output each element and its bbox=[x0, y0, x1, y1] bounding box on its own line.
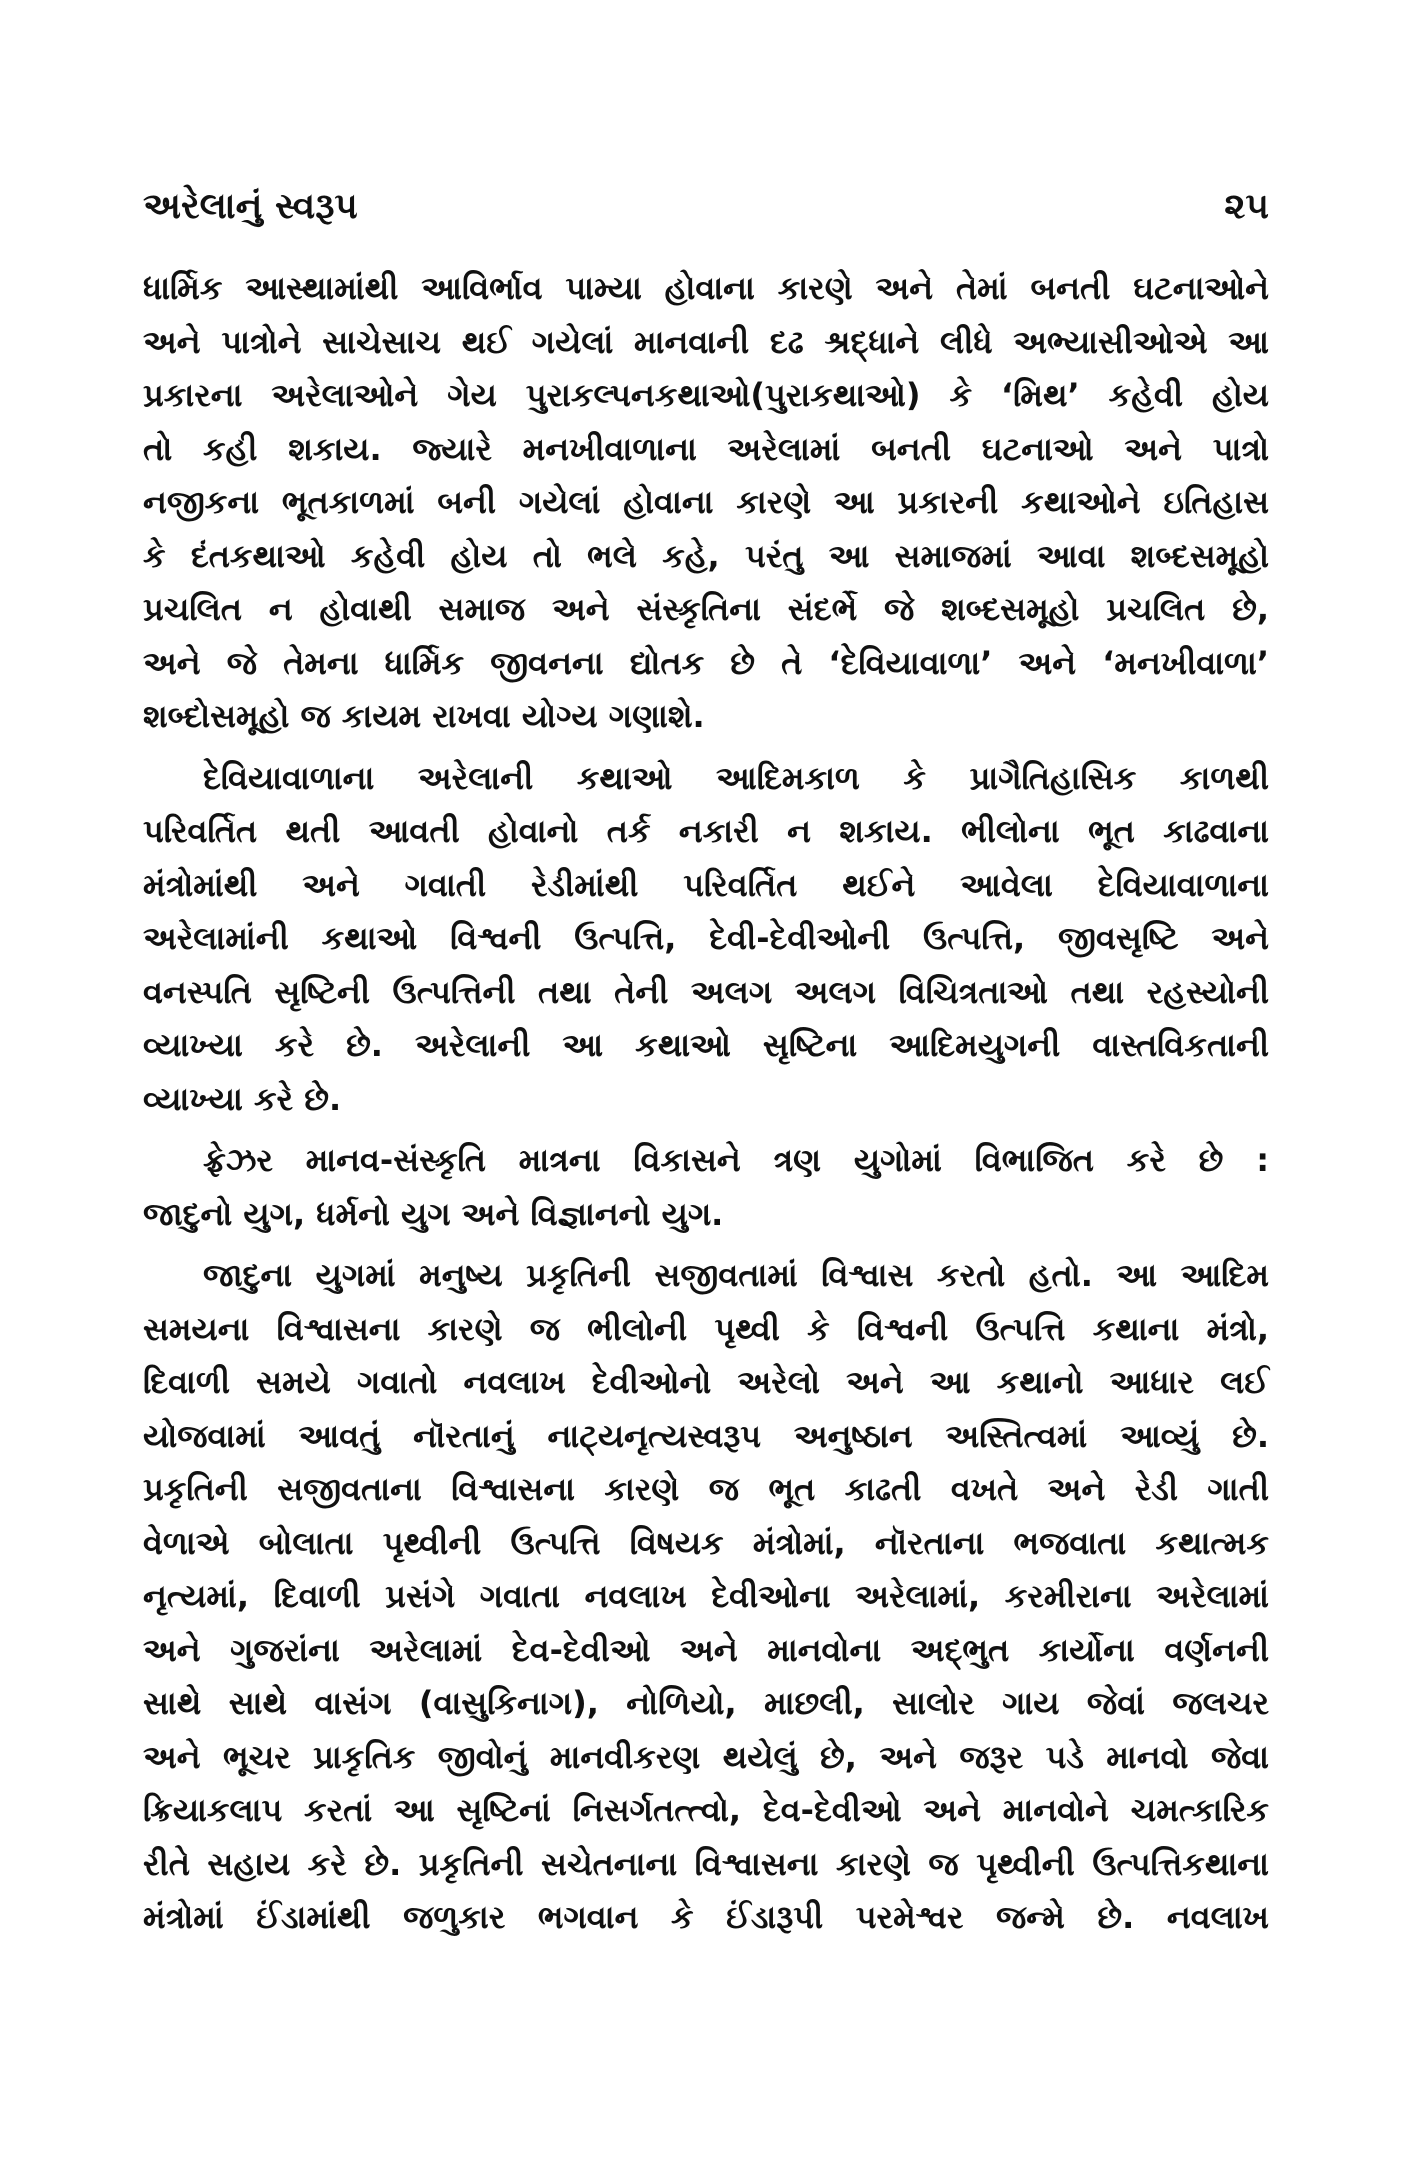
text-line: રીતે સહાય કરે છે. પ્રકૃતિની સચેતનાના વિશ્વાસના કારણે જ પૃથ્વીની ઉત્પત્તિકથાના bbox=[143, 1844, 1269, 1883]
paragraph-1 bbox=[143, 262, 1269, 744]
text-line: નજીકના ભૂતકાળમાં બની ગયેલાં હોવાના કારણે આ પ્રકારની કથાઓને ઇતિહાસ bbox=[143, 483, 1269, 521]
text-line: નૃત્યમાં, દિવાળી પ્રસંગે ગવાતા નવલાખ દેવીઓના અરેલામાં, કરમીરાના અરેલામાં bbox=[143, 1577, 1269, 1615]
text-line: વેળાએ બોલાતા પૃથ્વીની ઉત્પત્તિ વિષયક મંત્રોમાં, નૉરતાના ભજવાતા કથાત્મક bbox=[143, 1523, 1269, 1562]
text-line: ફ્રેઝર માનવ-સંસ્કૃતિ માત્રના વિકાસને ત્રણ યુગોમાં વિભાજિત કરે છે : bbox=[203, 1141, 1269, 1179]
text-line: અને ગુજરાંના અરેલામાં દેવ-દેવીઓ અને માનવોના અદ્ભુત કાર્યોના વર્ણનની bbox=[143, 1630, 1269, 1669]
text-line: મંત્રોમાં ઈંડામાંથી જળુકાર ભગવાન કે ઈંડારૂપી પરમેશ્વર જન્મે છે. નવલાખ bbox=[143, 1898, 1269, 1936]
text-line: દિવાળી સમયે ગવાતો નવલાખ દેવીઓનો અરેલો અને આ કથાનો આધાર લઈ bbox=[143, 1363, 1269, 1401]
chapter-title: અરેલાનું સ્વરૂપ bbox=[143, 186, 358, 227]
text-line: અરેલામાંની કથાઓ વિશ્વની ઉત્પત્તિ, દેવી-દેવીઓની ઉત્પત્તિ, જીવસૃષ્ટિ અને bbox=[143, 919, 1269, 957]
body-text bbox=[143, 262, 1269, 1945]
paragraph-2 bbox=[143, 752, 1269, 1127]
text-line: કે દંતકથાઓ કહેવી હોય તો ભલે કહે, પરંતુ આ સમાજમાં આવા શબ્દસમૂહો bbox=[143, 536, 1269, 575]
text-line: પ્રકારના અરેલાઓને ગેય પુરાકલ્પનકથાઓ(પુરાકથાઓ) કે ‘મિથ’ કહેવી હોય bbox=[143, 376, 1269, 414]
text-line: જાદુના યુગમાં મનુષ્ય પ્રકૃતિની સજીવતામાં વિશ્વાસ કરતો હતો. આ આદિમ bbox=[203, 1256, 1269, 1294]
paragraph-3 bbox=[143, 1134, 1269, 1241]
text-line: ધાર્મિક આસ્થામાંથી આવિર્ભાવ પામ્યા હોવાના કારણે અને તેમાં બનતી ઘટનાઓને bbox=[143, 269, 1269, 307]
text-line: જાદુનો યુગ, ધર્મનો યુગ અને વિજ્ઞાનનો યુગ. bbox=[143, 1194, 724, 1233]
text-line: યોજવામાં આવતું નૉરતાનું નાટ્યનૃત્યસ્વરૂપ અનુષ્ઠાન અસ્તિત્વમાં આવ્યું છે. bbox=[143, 1416, 1269, 1455]
text-line: અને ભૂચર પ્રાકૃતિક જીવોનું માનવીકરણ થયેલું છે, અને જરૂર પડે માનવો જેવા bbox=[143, 1737, 1269, 1776]
text-line: અને પાત્રોને સાચેસાચ થઈ ગયેલાં માનવાની દઢ શ્રદ્ધાને લીધે અભ્યાસીઓએ આ bbox=[143, 322, 1269, 361]
text-line: વ્યાખ્યા કરે છે. bbox=[143, 1079, 342, 1118]
text-line: સાથે સાથે વાસંગ (વાસુકિનાગ), નોળિયો, માછલી, સાલોર ગાય જેવાં જલચર bbox=[143, 1684, 1269, 1722]
text-line: મંત્રોમાંથી અને ગવાતી રેડીમાંથી પરિવર્તિત થઈને આવેલા દેવિયાવાળાના bbox=[143, 865, 1269, 904]
text-line: વનસ્પતિ સૃષ્ટિની ઉત્પત્તિની તથા તેની અલગ અલગ વિચિત્રતાઓ તથા રહસ્યોની bbox=[143, 972, 1269, 1011]
text-line: અને જે તેમના ધાર્મિક જીવનના દ્યોતક છે તે ‘દેવિયાવાળા’ અને ‘મનખીવાળા’ bbox=[143, 643, 1269, 682]
text-line: પરિવર્તિત થતી આવતી હોવાનો તર્ક નકારી ન શકાય. ભીલોના ભૂત કાઢવાના bbox=[143, 812, 1269, 850]
text-line: સમયના વિશ્વાસના કારણે જ ભીલોની પૃથ્વી કે વિશ્વની ઉત્પત્તિ કથાના મંત્રો, bbox=[143, 1309, 1269, 1348]
text-line: પ્રચલિત ન હોવાથી સમાજ અને સંસ્કૃતિના સંદર્ભે જે શબ્દસમૂહો પ્રચલિત છે, bbox=[143, 590, 1269, 628]
page-number: ૨૫ bbox=[1224, 186, 1269, 227]
text-line: તો કહી શકાય. જ્યારે મનખીવાળાના અરેલામાં બનતી ઘટનાઓ અને પાત્રો bbox=[143, 429, 1269, 468]
text-line: ક્રિયાકલાપ કરતાં આ સૃષ્ટિનાં નિસર્ગતત્ત્વો, દેવ-દેવીઓ અને માનવોને ચમત્કારિક bbox=[143, 1791, 1269, 1829]
text-line: દેવિયાવાળાના અરેલાની કથાઓ આદિમકાળ કે પ્રાગૈતિહાસિક કાળથી bbox=[203, 758, 1269, 797]
text-line: શબ્દોસમૂહો જ કાયમ રાખવા યોગ્ય ગણાશે. bbox=[143, 697, 705, 735]
paragraph-4 bbox=[143, 1249, 1269, 1945]
running-header bbox=[143, 186, 1269, 246]
text-line: પ્રકૃતિની સજીવતાના વિશ્વાસના કારણે જ ભૂત કાઢતી વખતે અને રેડી ગાતી bbox=[143, 1470, 1269, 1508]
text-line: વ્યાખ્યા કરે છે. અરેલાની આ કથાઓ સૃષ્ટિના આદિમયુગની વાસ્તવિકતાની bbox=[143, 1026, 1269, 1064]
